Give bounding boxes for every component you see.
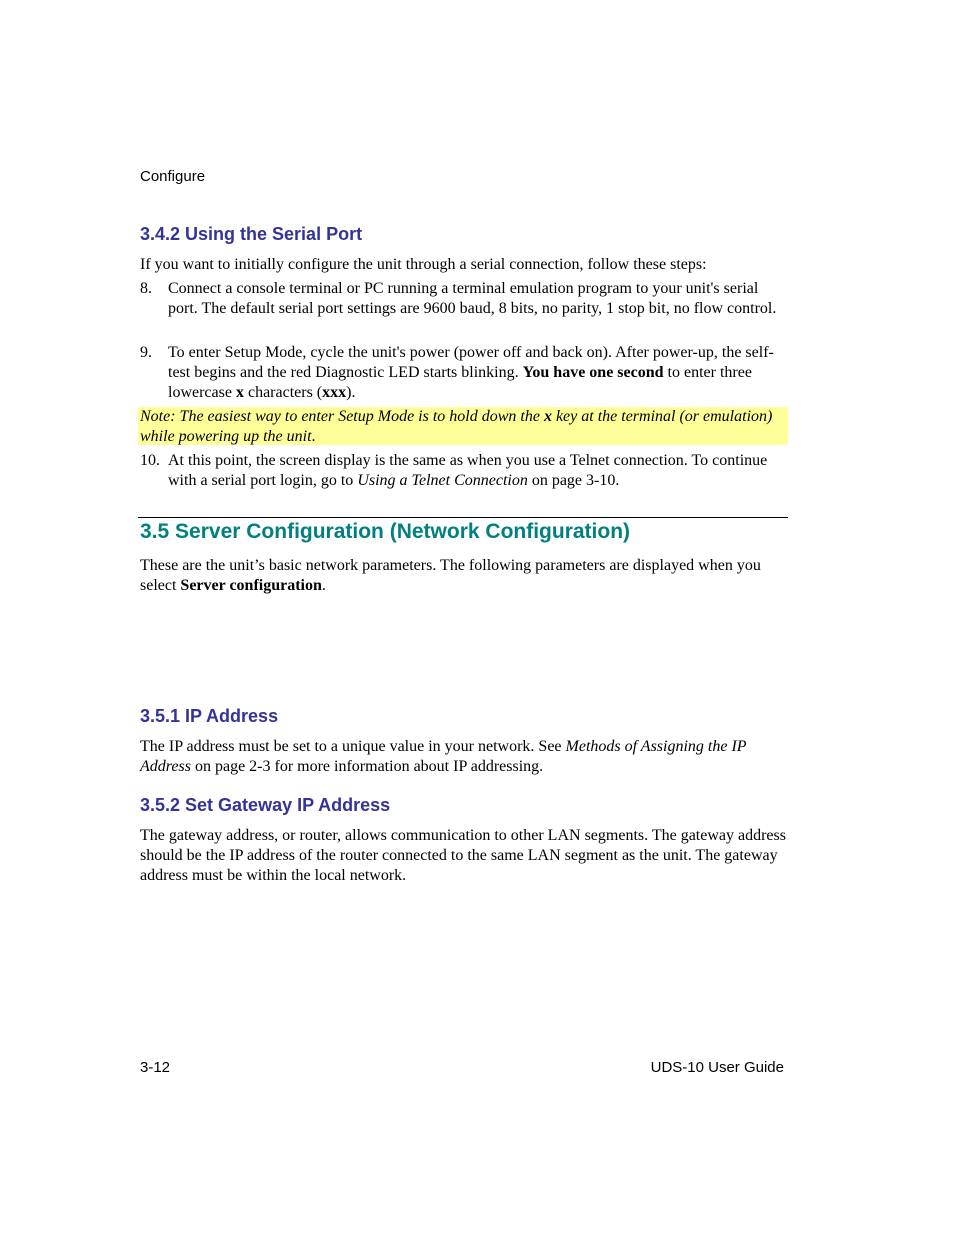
- heading-3-5-2: 3.5.2 Set Gateway IP Address: [140, 795, 391, 815]
- link-using-telnet: Using a Telnet Connection: [357, 472, 528, 489]
- list-item-step-9: [140, 343, 788, 403]
- list-number: 9.: [140, 344, 152, 361]
- list-item-step-8: [140, 279, 788, 339]
- gateway-text: The gateway address, or router, allows communication to other LAN segments. The gateway address should be the IP address of the router connected to the same LAN segment as the unit. The gateway address must be within the local network.: [140, 827, 786, 884]
- heading-3-5: 3.5 Server Configuration (Network Configuration): [140, 520, 631, 543]
- running-header: Configure: [140, 168, 206, 185]
- link-methods-assigning: Methods of Assigning the IP Address: [140, 738, 747, 775]
- serial-port-intro: If you want to initially configure the unit through a serial connection, follow these steps:: [140, 256, 707, 273]
- list-text: To enter Setup Mode, cycle the unit's power (power off and back on). After power-up, the self-test begins and the red Diagnostic LED starts blinking. You have one second to enter three lowercase x characters (xxx).: [168, 344, 774, 401]
- document-title: UDS-10 User Guide: [650, 1059, 784, 1076]
- section-divider: [138, 517, 788, 518]
- list-number: 8.: [140, 280, 152, 297]
- heading-3-4-2: 3.4.2 Using the Serial Port: [140, 224, 363, 244]
- list-number: 10.: [140, 452, 160, 469]
- list-text: Connect a console terminal or PC running a terminal emulation program to your unit's serial port. The default serial port settings are 9600 baud, 8 bits, no parity, 1 stop bit, no flow control.: [168, 280, 777, 317]
- list-text: At this point, the screen display is the same as when you use a Telnet connection. To continue with a serial port login, go to Using a Telnet Connection on page 3-10.: [168, 452, 768, 489]
- server-config-intro: These are the unit’s basic network parameters. The following parameters are displayed when you select Server configuration.: [140, 557, 761, 594]
- page-number: 3-12: [140, 1059, 171, 1076]
- list-item-step-10: [140, 451, 788, 491]
- heading-3-5-1: 3.5.1 IP Address: [140, 706, 279, 726]
- setup-mode-note: Note: The easiest way to enter Setup Mode is to hold down the x key at the terminal (or emulation) while powering up the unit.: [140, 408, 773, 445]
- ip-address-text: The IP address must be set to a unique value in your network. See Methods of Assigning the IP Address on page 2-3 for more information about IP addressing.: [140, 738, 747, 775]
